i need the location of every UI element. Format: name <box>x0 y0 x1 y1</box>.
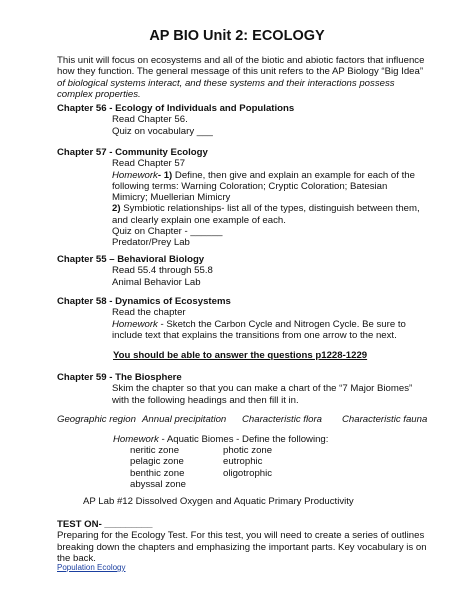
chapter-heading: Chapter 55 – Behavioral Biology <box>57 254 205 265</box>
test-section <box>57 519 447 564</box>
chapter-57 <box>57 147 442 249</box>
homework-label: Homework <box>112 169 158 181</box>
chart-heading: Annual precipitation <box>142 414 227 425</box>
chapter-item: Animal Behavior Lab <box>112 276 201 288</box>
intro-paragraph <box>57 55 437 100</box>
zone-term: benthic zone <box>130 467 185 479</box>
homework-line: following terms: Warning Coloration; Cryptic Coloration; Batesian <box>112 180 388 192</box>
chapter-56 <box>57 103 442 137</box>
zone-term: pelagic zone <box>130 456 184 468</box>
population-ecology-link[interactable]: Population Ecology <box>57 563 126 572</box>
chapter-heading: Chapter 56 - Ecology of Individuals and Populations <box>57 103 295 114</box>
chapter-item: Read Chapter 57 <box>112 158 186 170</box>
chapter-item: Skim the chapter so that you can make a chart of the “7 Major Biomes” <box>112 383 413 395</box>
chapter-item: with the following headings and then fill it in. <box>112 394 299 406</box>
chapter-item: Read the chapter <box>112 307 186 319</box>
chapter-item: Read Chapter 56. <box>112 114 188 126</box>
intro-line: of biological systems interact, and these systems and their interactions possess <box>57 77 395 89</box>
homework-line <box>112 319 442 330</box>
homework-text: - Sketch the Carbon Cycle and Nitrogen Cycle. Be sure to <box>157 318 406 330</box>
biome-chart-headings <box>57 414 427 425</box>
chapter-55 <box>57 254 442 288</box>
intro-line: how they function. The general message of this unit refers to the AP Biology “Big Idea” <box>57 66 424 78</box>
chapter-heading: Chapter 59 - The Biosphere <box>57 372 182 383</box>
chapter-item: Quiz on Chapter - ______ <box>112 226 223 238</box>
important-note: You should be able to answer the questions p1228-1229 <box>113 350 368 361</box>
homework-text: - Aquatic Biomes - Define the following: <box>158 434 329 445</box>
chapter-59 <box>57 372 442 406</box>
zone-term: abyssal zone <box>130 478 186 490</box>
zone-term: photic zone <box>223 445 273 456</box>
chapter-heading: Chapter 58 - Dynamics of Ecosystems <box>57 296 231 307</box>
homework-text: Define, then give and explain an example for each of the <box>172 169 415 181</box>
homework-line <box>112 203 442 214</box>
homework-line: and clearly explain one example of each. <box>112 214 286 226</box>
intro-line: complex properties. <box>57 88 141 100</box>
chapter-item: Predator/Prey Lab <box>112 237 190 249</box>
zone-term: neritic zone <box>130 445 180 456</box>
chart-heading: Characteristic flora <box>242 414 322 425</box>
chapter-58 <box>57 296 442 341</box>
page-title: AP BIO Unit 2: ECOLOGY <box>149 28 325 44</box>
zone-column <box>223 445 272 479</box>
homework-line: Mimicry; Muellerian Mimicry <box>112 192 231 204</box>
zone-term: eutrophic <box>223 456 263 468</box>
chapter-heading: Chapter 57 - Community Ecology <box>57 147 208 158</box>
zone-column <box>130 445 186 490</box>
intro-line: This unit will focus on ecosystems and all of the biotic and abiotic factors that influence <box>57 55 425 66</box>
ap-lab-line: AP Lab #12 Dissolved Oxygen and Aquatic Primary Productivity <box>83 496 354 507</box>
zone-term: oligotrophic <box>223 467 273 479</box>
homework-number: 2) <box>112 203 121 215</box>
chapter-item: Read 55.4 through 55.8 <box>112 265 213 277</box>
homework-text: Symbiotic relationships- list all of the types, distinguish between them, <box>120 203 420 215</box>
homework-number: - 1) <box>157 169 173 181</box>
chart-heading: Geographic region <box>57 414 136 425</box>
test-line: breaking down the chapters and emphasizing the important parts. Key vocabulary is on <box>57 541 427 553</box>
test-line: the back. <box>57 552 96 564</box>
test-heading: TEST ON- _________ <box>57 519 153 530</box>
homework-label: Homework <box>113 434 159 445</box>
homework-label: Homework <box>112 318 158 330</box>
chart-heading: Characteristic fauna <box>342 414 428 425</box>
test-line: Preparing for the Ecology Test. For this test, you will need to create a series of outlines <box>57 530 425 542</box>
homework-line <box>112 170 442 181</box>
homework-line: include text that explains the transitions from one arrow to the next. <box>112 329 397 341</box>
chapter-item: Quiz on vocabulary ___ <box>112 125 213 137</box>
aquatic-biomes-homework <box>113 434 328 445</box>
